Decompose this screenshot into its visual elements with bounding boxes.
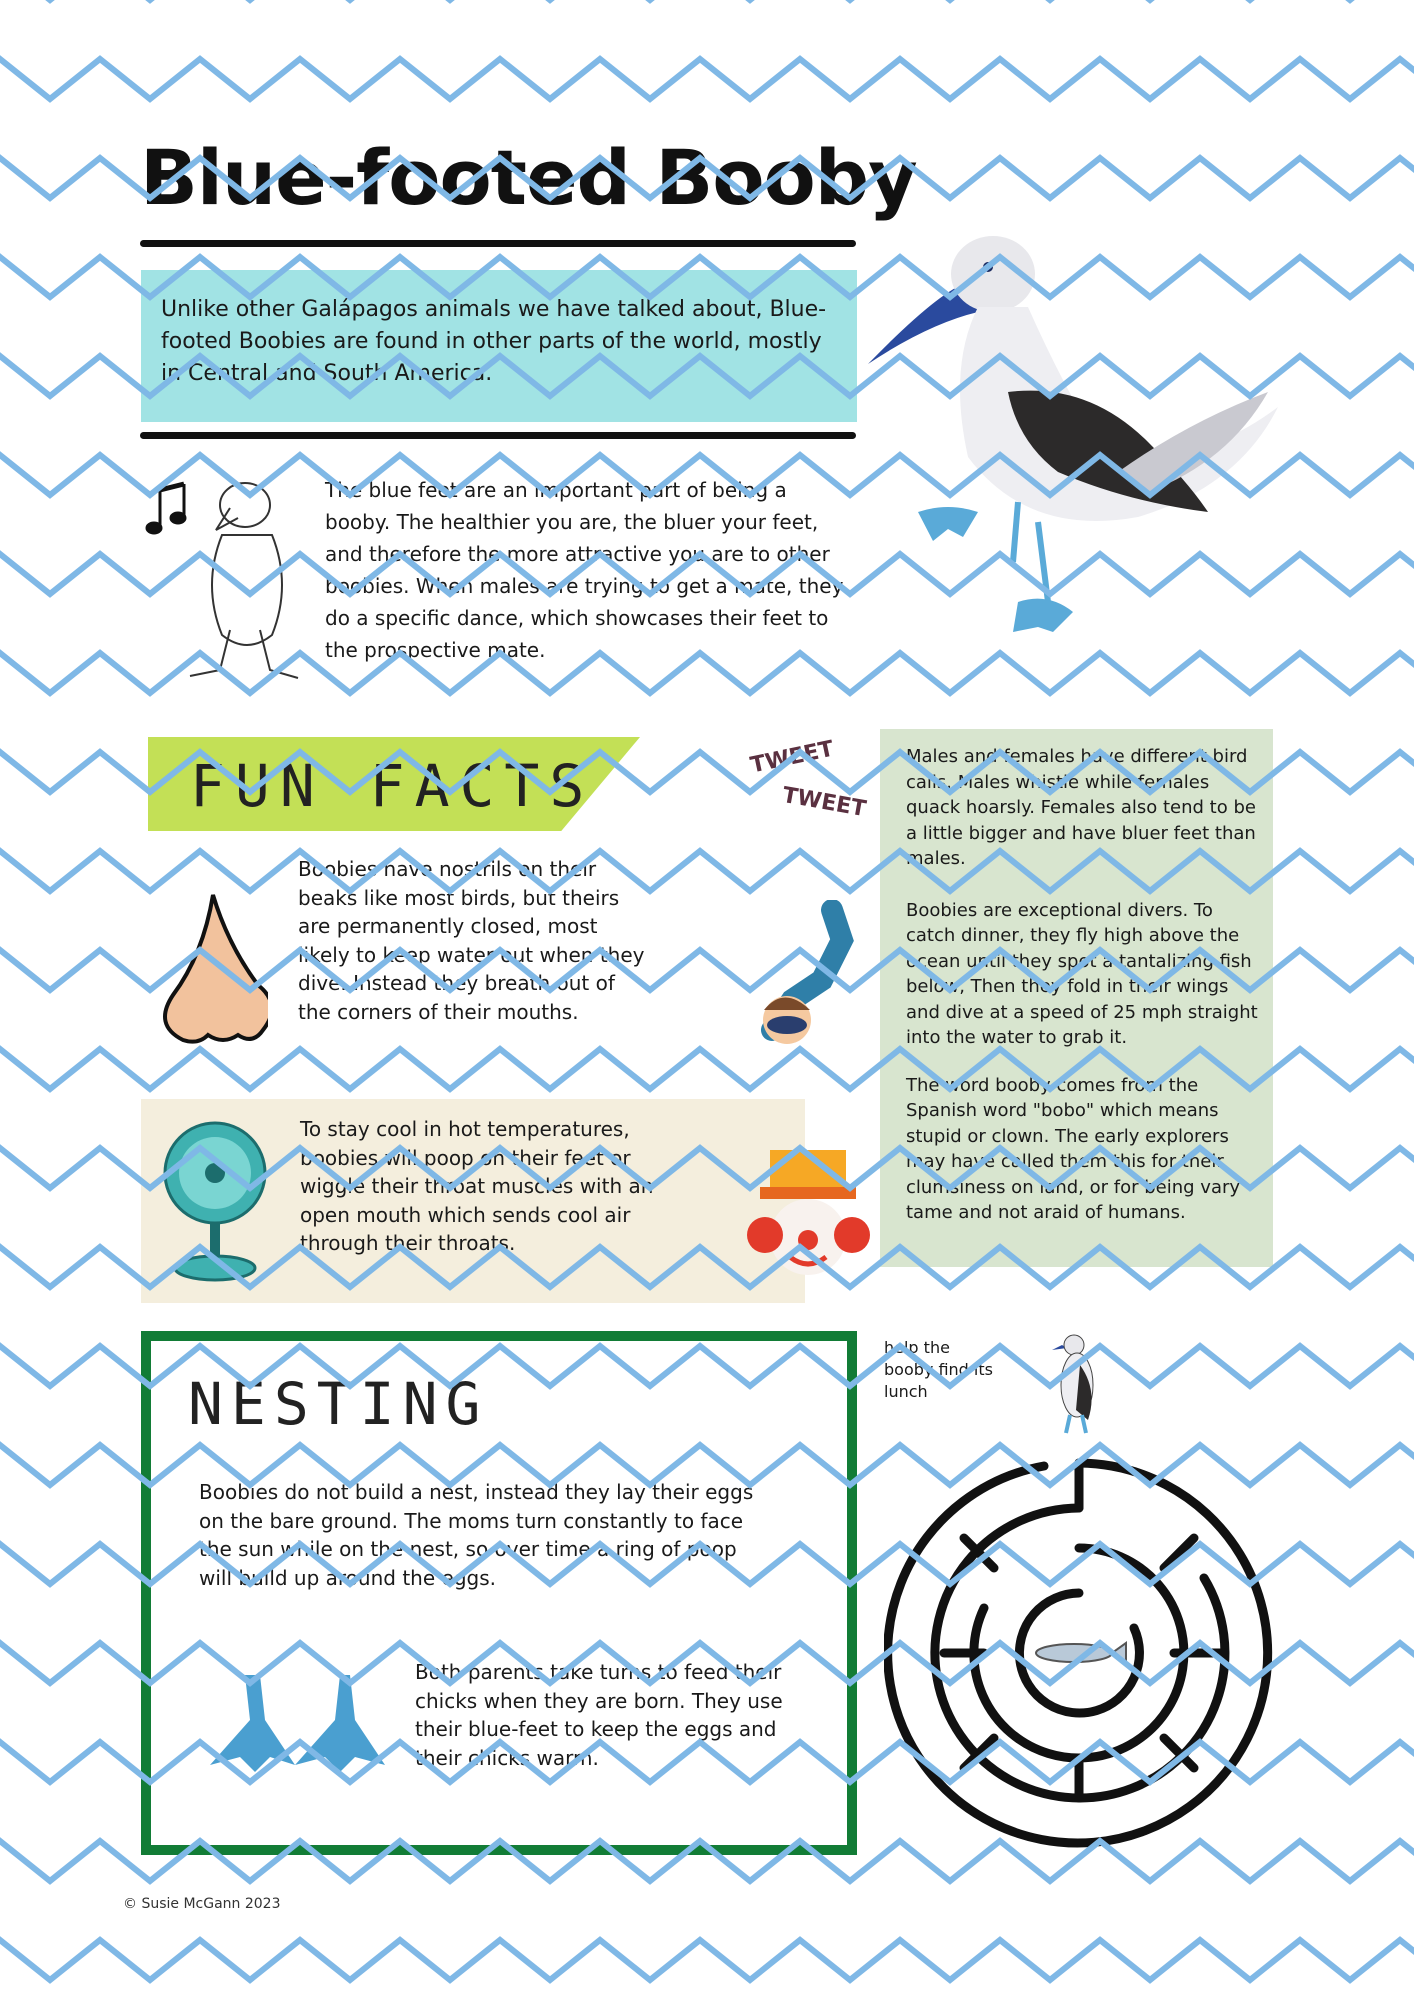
nesting-heading: NESTING xyxy=(188,1370,489,1438)
bird-calls-fact: Males and females have different bird calls. Males whistle while females quack hoarsly. Females also tend to be a little bigger and have bluer feet than males. xyxy=(906,746,1256,869)
blue-footed-booby-illustration xyxy=(868,222,1278,642)
side-panel-text xyxy=(906,744,1260,1226)
nostrils-fact: Boobies have nostrils on their beaks like most birds, but theirs are permanently closed, most likely to keep water out when they dive. Instead they breath out of the corners of their mouths. xyxy=(298,857,645,1024)
name-origin-fact: The word booby comes from the Spanish word "bobo" which means stupid or clown. The early explorers may have called them this for their clumsiness on land, or for being vary tame and not araid of humans. xyxy=(906,1074,1241,1223)
feet-paragraph: The blue feet are an important part of being a booby. The healthier you are, the bluer your feet, and therefore the more attractive you are to other boobies. When males are trying to get a mate, they do a specific dance, which showcases their feet to the prospective mate. xyxy=(325,478,844,662)
title-rule-top xyxy=(140,240,856,247)
nose-icon xyxy=(158,890,268,1050)
music-notes-icon xyxy=(147,484,185,533)
tweet-label-1: TWEET xyxy=(748,736,837,779)
intro-text: Unlike other Galápagos animals we have talked about, Blue-footed Boobies are found in other parts of the world, mostly in Central and South America. xyxy=(161,297,827,386)
clown-icon xyxy=(740,1145,880,1280)
diving-fact: Boobies are exceptional divers. To catch dinner, they fly high above the ocean until they spot a tantalizing fish below, Then they fold in their wings and dive at a speed of 25 mph straight into the water to grab it. xyxy=(906,899,1258,1048)
title-rule-bottom xyxy=(140,432,856,439)
fish-icon xyxy=(1036,1643,1126,1663)
blue-feet-icon xyxy=(200,1670,400,1780)
dancing-booby-sketch xyxy=(140,470,310,690)
nesting-parents-text: Both parents take turns to feed their chicks when they are born. They use their blue-feet to keep the eggs and their chicks warm. xyxy=(415,1660,783,1770)
page-title: Blue-footed Booby xyxy=(140,133,917,222)
fun-facts-heading: FUN FACTS xyxy=(190,752,595,820)
copyright-footer: © Susie McGann 2023 xyxy=(123,1896,281,1912)
intro-box xyxy=(141,270,857,422)
maze-puzzle[interactable] xyxy=(884,1458,1274,1848)
diver-icon xyxy=(752,900,872,1070)
zigzag-line xyxy=(0,59,1414,99)
small-booby-icon xyxy=(1052,1330,1102,1440)
electric-fan-icon xyxy=(160,1118,270,1288)
nesting-ground-text: Boobies do not build a nest, instead they lay their eggs on the bare ground. The moms turn constantly to face the sun while on the nest, so over time a ring of poop will build up around the eggs. xyxy=(199,1480,754,1590)
cooling-fact: To stay cool in hot temperatures, boobies will poop on their feet or wiggle their throat muscles with an open mouth which sends cool air through their throats. xyxy=(300,1117,654,1255)
zigzag-line xyxy=(0,1940,1414,1980)
maze-caption: help the booby find its lunch xyxy=(884,1338,993,1401)
tweet-label-2: TWEET xyxy=(780,782,868,823)
